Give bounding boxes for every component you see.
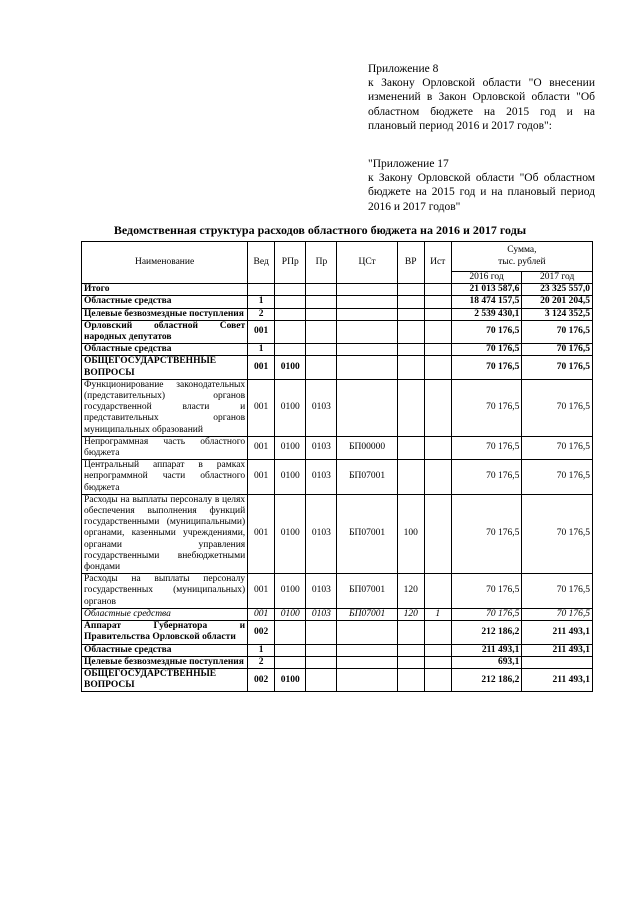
table-row <box>82 621 593 644</box>
cell-name: Орловский областной Совет народных депутатов <box>82 320 248 343</box>
table-row <box>82 436 593 459</box>
cell-name: ОБЩЕГОСУДАРСТВЕННЫЕ ВОПРОСЫ <box>82 668 248 691</box>
cell-name: Расходы на выплаты персоналу государственных (муниципальных) органов <box>82 574 248 609</box>
cell-v2016: 70 176,5 <box>451 344 522 356</box>
cell-cst <box>337 284 397 296</box>
cell-ved: 001 <box>248 379 275 436</box>
cell-name: Целевые безвозмездные поступления <box>82 656 248 668</box>
cell-pr: 0103 <box>306 460 337 495</box>
cell-v2017: 70 176,5 <box>522 320 593 343</box>
cell-rpr: 0100 <box>275 436 306 459</box>
cell-vr <box>397 436 424 459</box>
cell-ved: 2 <box>248 656 275 668</box>
cell-ved: 001 <box>248 356 275 379</box>
cell-pr: 0103 <box>306 608 337 620</box>
cell-ved: 002 <box>248 621 275 644</box>
cell-ist: 1 <box>424 608 451 620</box>
cell-vr <box>397 668 424 691</box>
cell-cst: БП07001 <box>337 494 397 573</box>
cell-v2016: 2 539 430,1 <box>451 308 522 320</box>
cell-ved: 001 <box>248 574 275 609</box>
expenditure-table <box>81 241 593 692</box>
cell-vr <box>397 284 424 296</box>
cell-v2016: 693,1 <box>451 656 522 668</box>
cell-ist <box>424 621 451 644</box>
table-row <box>82 656 593 668</box>
table-row <box>82 296 593 308</box>
cell-ist <box>424 668 451 691</box>
table-row <box>82 460 593 495</box>
appendix-8-block <box>368 62 595 133</box>
cell-v2017: 70 176,5 <box>522 356 593 379</box>
cell-v2016: 212 186,2 <box>451 668 522 691</box>
table-row <box>82 320 593 343</box>
cell-name: Функционирование законодательных (представительных) органов государственной власти и представительных органов муниципальных образований <box>82 379 248 436</box>
cell-v2017 <box>522 656 593 668</box>
cell-rpr: 0100 <box>275 608 306 620</box>
header-ist: Ист <box>424 242 451 284</box>
cell-ved: 001 <box>248 494 275 573</box>
cell-v2016: 70 176,5 <box>451 608 522 620</box>
cell-vr <box>397 621 424 644</box>
cell-ist <box>424 379 451 436</box>
table-row <box>82 344 593 356</box>
cell-ved: 002 <box>248 668 275 691</box>
cell-v2017: 3 124 352,5 <box>522 308 593 320</box>
appendix-8-label: Приложение 8 <box>368 63 439 75</box>
cell-name: Областные средства <box>82 644 248 656</box>
cell-rpr <box>275 621 306 644</box>
cell-vr <box>397 379 424 436</box>
cell-v2016: 21 013 587,6 <box>451 284 522 296</box>
cell-rpr: 0100 <box>275 494 306 573</box>
cell-pr <box>306 308 337 320</box>
cell-v2017: 23 325 557,0 <box>522 284 593 296</box>
cell-vr: 100 <box>397 494 424 573</box>
cell-cst: БП00000 <box>337 436 397 459</box>
cell-name: Целевые безвозмездные поступления <box>82 308 248 320</box>
table-row <box>82 308 593 320</box>
cell-v2017: 70 176,5 <box>522 344 593 356</box>
cell-ist <box>424 356 451 379</box>
cell-vr: 120 <box>397 574 424 609</box>
cell-ist <box>424 436 451 459</box>
header-rpr: РПр <box>275 242 306 284</box>
cell-v2017: 211 493,1 <box>522 668 593 691</box>
cell-vr <box>397 344 424 356</box>
cell-v2016: 70 176,5 <box>451 574 522 609</box>
cell-cst <box>337 356 397 379</box>
cell-ved: 001 <box>248 460 275 495</box>
cell-v2017: 211 493,1 <box>522 621 593 644</box>
header-pr: Пр <box>306 242 337 284</box>
cell-v2016: 212 186,2 <box>451 621 522 644</box>
cell-v2016: 70 176,5 <box>451 436 522 459</box>
table-row <box>82 608 593 620</box>
cell-ved: 2 <box>248 308 275 320</box>
cell-cst <box>337 379 397 436</box>
cell-rpr <box>275 296 306 308</box>
cell-name: ОБЩЕГОСУДАРСТВЕННЫЕ ВОПРОСЫ <box>82 356 248 379</box>
table-row <box>82 284 593 296</box>
cell-v2016: 70 176,5 <box>451 320 522 343</box>
table-row <box>82 356 593 379</box>
cell-ved: 001 <box>248 608 275 620</box>
cell-ved: 1 <box>248 344 275 356</box>
cell-cst <box>337 668 397 691</box>
cell-cst <box>337 296 397 308</box>
header-cst: ЦСт <box>337 242 397 284</box>
cell-cst <box>337 656 397 668</box>
cell-cst: БП07001 <box>337 574 397 609</box>
cell-rpr: 0100 <box>275 574 306 609</box>
cell-vr <box>397 296 424 308</box>
cell-ist <box>424 494 451 573</box>
cell-rpr: 0100 <box>275 379 306 436</box>
cell-name: Областные средства <box>82 608 248 620</box>
cell-name: Расходы на выплаты персоналу в целях обеспечения выполнения функций государственными (муниципальными) органами, казенными учреждениями, органами управления государственными внебюджетными фондами <box>82 494 248 573</box>
appendix-17-text: к Закону Орловской области "Об областном бюджете на 2015 год и на плановый период 2016 и 2017 годов" <box>368 172 595 213</box>
cell-name: Областные средства <box>82 344 248 356</box>
cell-v2017: 70 176,5 <box>522 379 593 436</box>
cell-v2017: 20 201 204,5 <box>522 296 593 308</box>
document-title: Ведомственная структура расходов областного бюджета на 2016 и 2017 годы <box>113 223 527 237</box>
header-ved: Вед <box>248 242 275 284</box>
header-vr: ВР <box>397 242 424 284</box>
cell-v2016: 18 474 157,5 <box>451 296 522 308</box>
cell-rpr: 0100 <box>275 460 306 495</box>
header-2017: 2017 год <box>522 272 593 284</box>
table-row <box>82 379 593 436</box>
cell-ist <box>424 574 451 609</box>
cell-cst <box>337 621 397 644</box>
cell-pr <box>306 296 337 308</box>
cell-ist <box>424 308 451 320</box>
cell-ist <box>424 296 451 308</box>
cell-ist <box>424 644 451 656</box>
cell-ved: 001 <box>248 320 275 343</box>
cell-vr: 120 <box>397 608 424 620</box>
cell-ist <box>424 320 451 343</box>
appendix-17-block <box>368 157 595 214</box>
cell-rpr <box>275 320 306 343</box>
cell-ist <box>424 656 451 668</box>
header-2016: 2016 год <box>451 272 522 284</box>
cell-ved: 1 <box>248 296 275 308</box>
cell-vr <box>397 460 424 495</box>
table-row <box>82 574 593 609</box>
cell-ist <box>424 284 451 296</box>
cell-name: Аппарат Губернатора и Правительства Орловской области <box>82 621 248 644</box>
cell-pr <box>306 356 337 379</box>
cell-vr <box>397 656 424 668</box>
cell-name: Областные средства <box>82 296 248 308</box>
appendix-8-text: к Закону Орловской области "О внесении изменений в Закон Орловской области "Об областном бюджете на 2015 год и на плановый период 2016 и 2017 годов": <box>368 77 595 132</box>
cell-cst: БП07001 <box>337 608 397 620</box>
cell-rpr: 0100 <box>275 356 306 379</box>
cell-v2017: 70 176,5 <box>522 494 593 573</box>
cell-pr <box>306 284 337 296</box>
cell-cst <box>337 344 397 356</box>
cell-rpr <box>275 308 306 320</box>
cell-pr <box>306 668 337 691</box>
cell-name: Итого <box>82 284 248 296</box>
cell-pr: 0103 <box>306 494 337 573</box>
cell-vr <box>397 644 424 656</box>
cell-cst <box>337 308 397 320</box>
cell-pr: 0103 <box>306 436 337 459</box>
cell-ist <box>424 344 451 356</box>
cell-v2016: 211 493,1 <box>451 644 522 656</box>
header-name: Наименование <box>82 242 248 284</box>
cell-name: Центральный аппарат в рамках непрограммной части областного бюджета <box>82 460 248 495</box>
header-sum: Сумма, тыс. рублей <box>451 242 592 272</box>
cell-v2016: 70 176,5 <box>451 460 522 495</box>
cell-vr <box>397 356 424 379</box>
cell-vr <box>397 320 424 343</box>
cell-v2016: 70 176,5 <box>451 379 522 436</box>
cell-cst: БП07001 <box>337 460 397 495</box>
table-row <box>82 494 593 573</box>
cell-rpr <box>275 656 306 668</box>
appendix-17-label: "Приложение 17 <box>368 158 449 170</box>
cell-v2017: 70 176,5 <box>522 608 593 620</box>
cell-v2017: 70 176,5 <box>522 460 593 495</box>
cell-rpr <box>275 284 306 296</box>
cell-ved: 1 <box>248 644 275 656</box>
cell-rpr: 0100 <box>275 668 306 691</box>
cell-ist <box>424 460 451 495</box>
cell-rpr <box>275 644 306 656</box>
cell-rpr <box>275 344 306 356</box>
cell-pr: 0103 <box>306 574 337 609</box>
table-row <box>82 644 593 656</box>
cell-ved <box>248 284 275 296</box>
cell-pr <box>306 344 337 356</box>
cell-v2017: 211 493,1 <box>522 644 593 656</box>
cell-pr: 0103 <box>306 379 337 436</box>
cell-pr <box>306 644 337 656</box>
cell-pr <box>306 656 337 668</box>
cell-cst <box>337 320 397 343</box>
cell-v2016: 70 176,5 <box>451 494 522 573</box>
cell-ved: 001 <box>248 436 275 459</box>
cell-pr <box>306 320 337 343</box>
cell-name: Непрограммная часть областного бюджета <box>82 436 248 459</box>
cell-v2017: 70 176,5 <box>522 574 593 609</box>
table-row <box>82 668 593 691</box>
cell-cst <box>337 644 397 656</box>
cell-v2017: 70 176,5 <box>522 436 593 459</box>
cell-vr <box>397 308 424 320</box>
cell-v2016: 70 176,5 <box>451 356 522 379</box>
cell-pr <box>306 621 337 644</box>
